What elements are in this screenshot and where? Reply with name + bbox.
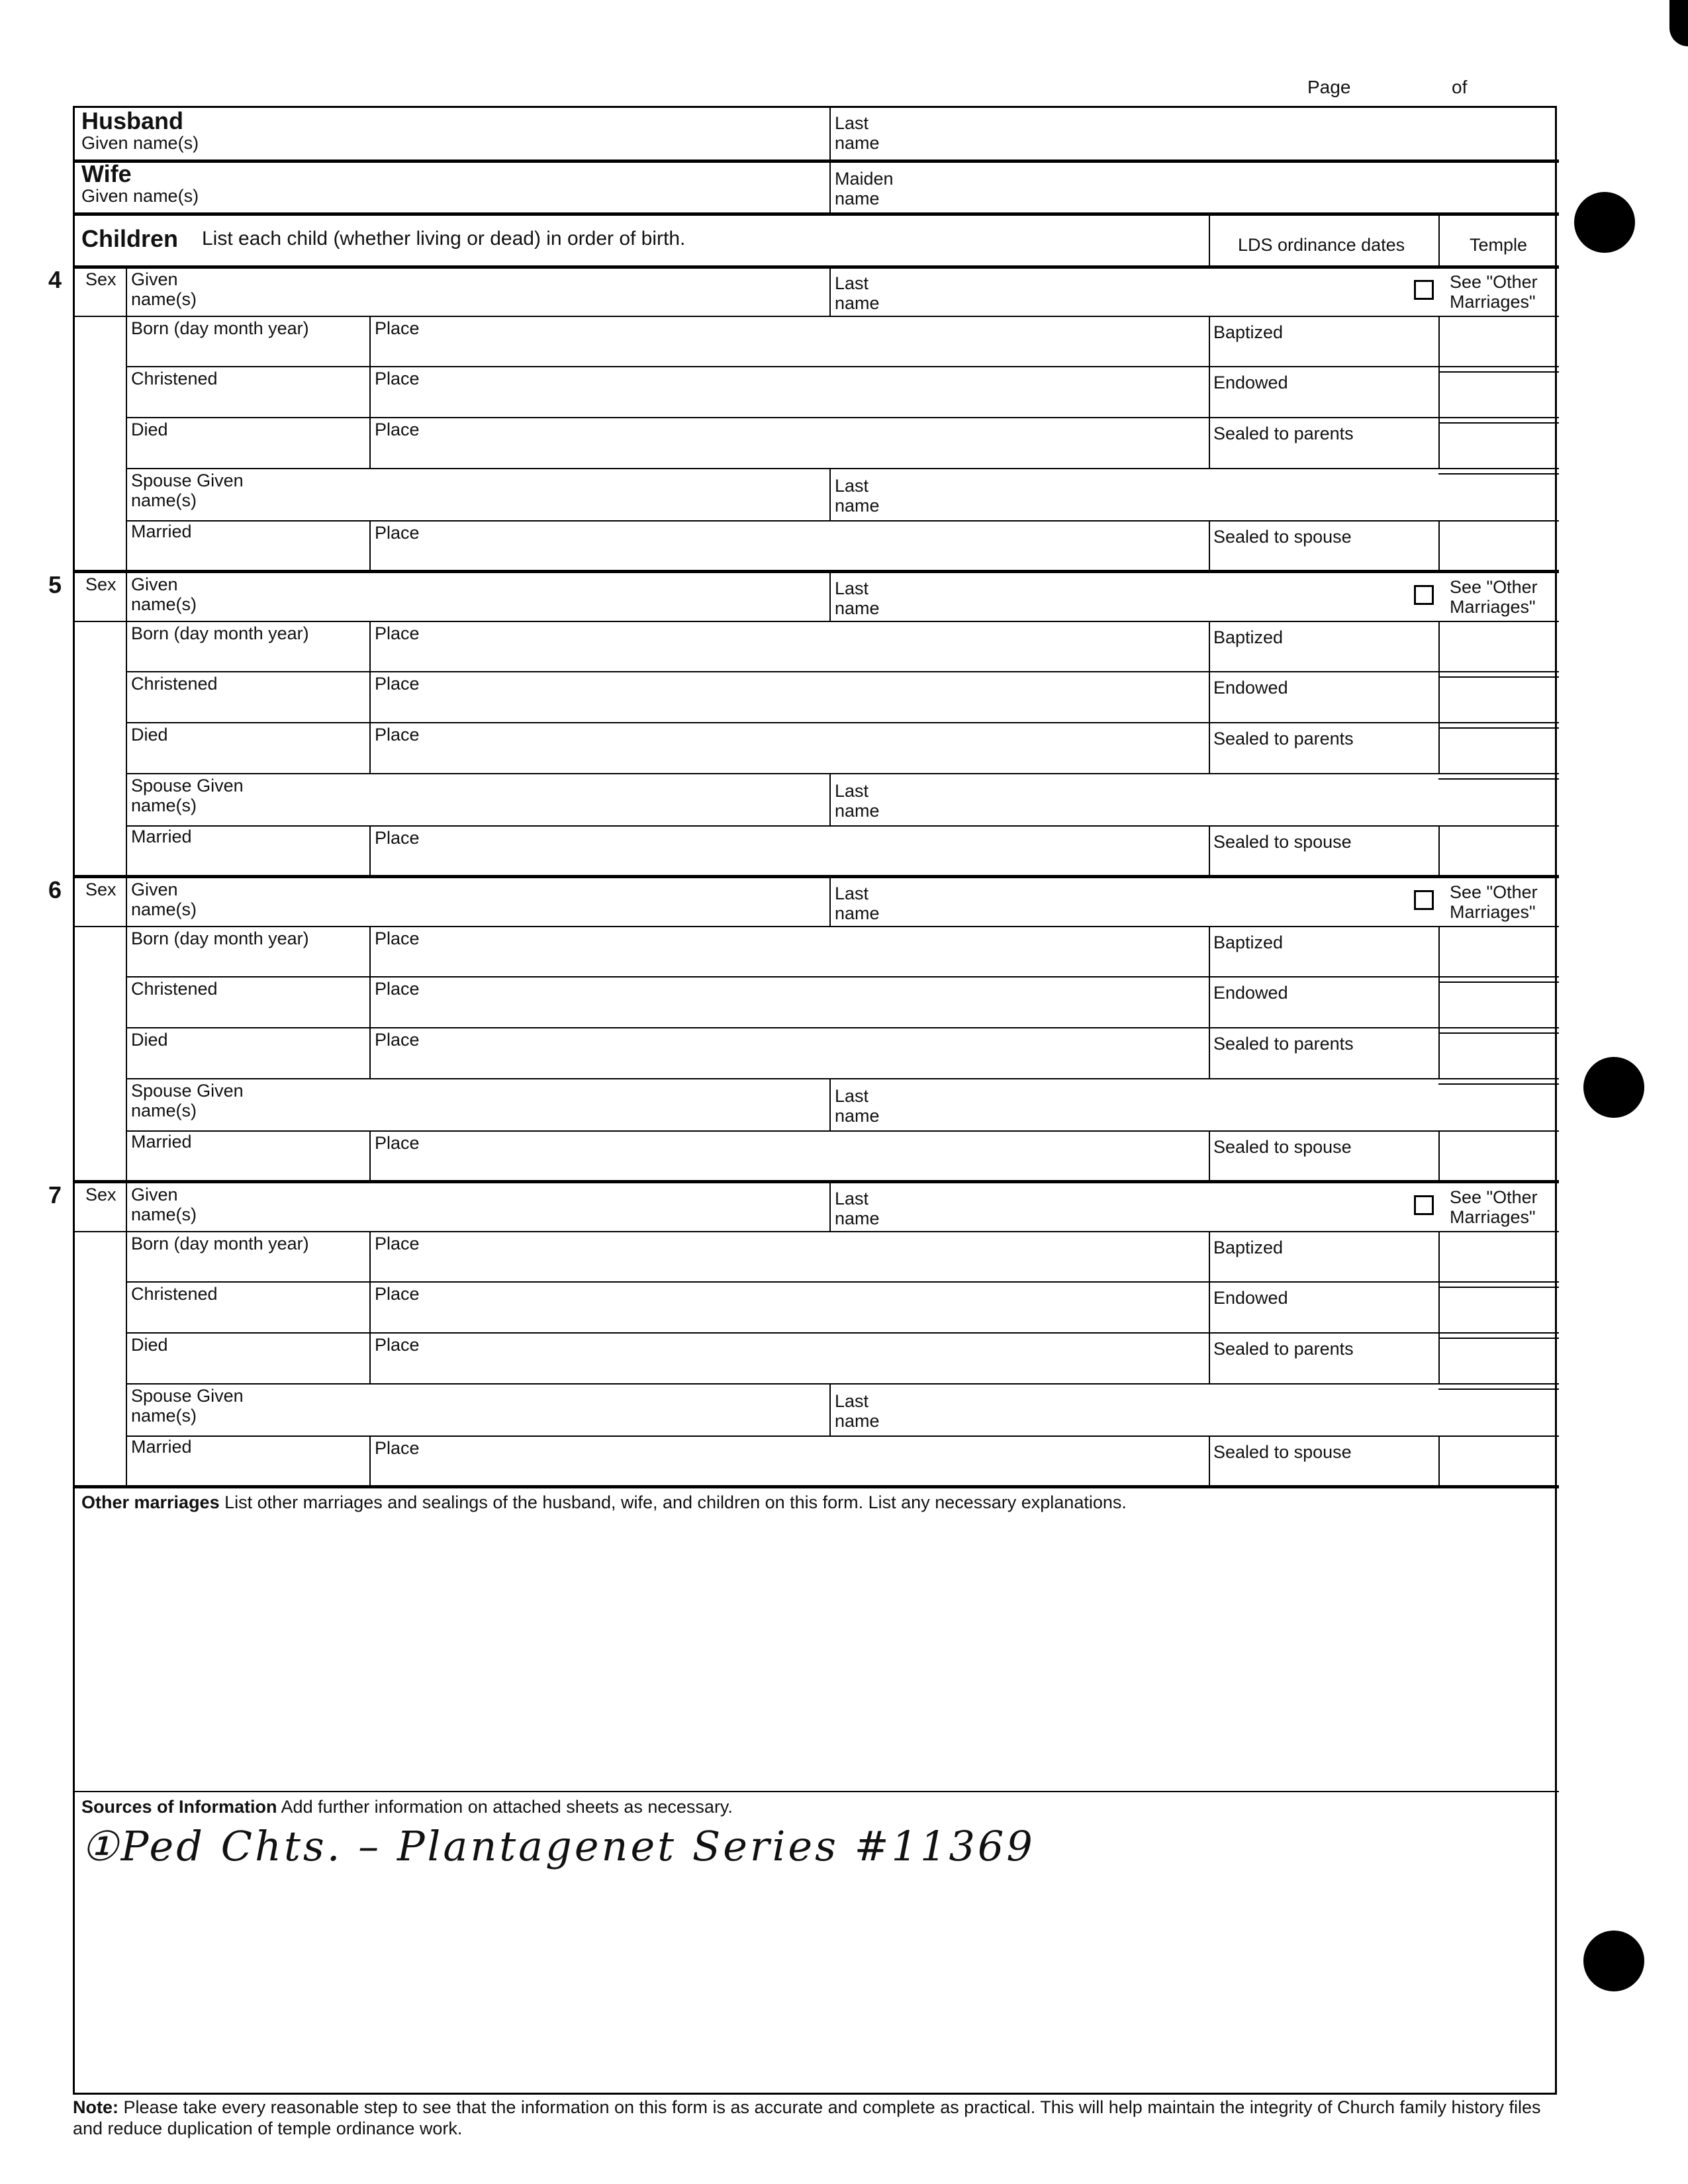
baptized-label: Baptized xyxy=(1213,627,1284,647)
divider xyxy=(126,722,1559,723)
divider xyxy=(1438,422,1559,424)
endowed-label: Endowed xyxy=(1213,373,1288,392)
wife-given-label: Given name(s) xyxy=(81,186,199,206)
child-number: 5 xyxy=(48,571,62,598)
divider xyxy=(829,573,831,621)
sources-heading xyxy=(81,1797,733,1817)
sealed-to-parents-label: Sealed to parents xyxy=(1213,1339,1354,1359)
divider xyxy=(829,108,831,161)
divider xyxy=(75,159,1559,163)
married-label: Married xyxy=(131,1437,192,1457)
place-label: Place xyxy=(375,523,420,543)
note-label: Note: xyxy=(73,2097,118,2117)
place-label: Place xyxy=(375,674,420,694)
place-label: Place xyxy=(375,929,420,948)
sealed-to-spouse-label: Sealed to spouse xyxy=(1213,832,1352,852)
divider xyxy=(1438,1287,1559,1288)
sealed-to-spouse-label: Sealed to spouse xyxy=(1213,527,1352,547)
last-name-label: Last name xyxy=(835,884,880,923)
divider xyxy=(1438,926,1440,1078)
divider xyxy=(1209,1231,1210,1383)
sealed-to-spouse-label: Sealed to spouse xyxy=(1213,1137,1352,1157)
divider xyxy=(126,1332,1559,1334)
given-name-label: Given name(s) xyxy=(131,269,197,309)
divider xyxy=(1438,214,1440,267)
married-label: Married xyxy=(131,522,192,541)
divider xyxy=(75,1485,1559,1488)
divider xyxy=(126,1435,1559,1437)
divider xyxy=(75,926,1559,927)
divider xyxy=(1438,316,1440,468)
divider xyxy=(369,316,371,468)
sealed-to-spouse-label: Sealed to spouse xyxy=(1213,1442,1352,1462)
divider xyxy=(369,1130,371,1181)
sources-text: Add further information on attached sheets as necessary. xyxy=(281,1797,733,1817)
see-other-marriages-label: See "Other Marriages" xyxy=(1450,882,1538,922)
handwritten-source-note: ①Ped Chts. – Plantagenet Series #11369 xyxy=(81,1822,1035,1870)
page-edge-mark xyxy=(1669,0,1688,46)
divider xyxy=(75,1791,1559,1792)
divider xyxy=(126,671,1559,672)
divider xyxy=(126,825,1559,827)
spouse-given-name-label: Spouse Given name(s) xyxy=(131,1386,244,1426)
christened-label: Christened xyxy=(131,1284,218,1304)
spouse-last-name-label: Last name xyxy=(835,1391,880,1431)
divider xyxy=(126,573,127,876)
divider xyxy=(126,417,1559,418)
divider xyxy=(1438,1435,1440,1486)
divider xyxy=(1438,1388,1559,1390)
divider xyxy=(75,212,1559,216)
husband-last-label: Last name xyxy=(835,113,880,153)
note-text: Please take every reasonable step to see that the information on this form is as accurate and complete as practical. This will help maintain the integrity of Church family history files and reduce duplication of temple ordinance work. xyxy=(73,2097,1541,2138)
sex-label: Sex xyxy=(85,269,117,289)
sex-label: Sex xyxy=(85,574,117,594)
sealed-to-parents-label: Sealed to parents xyxy=(1213,1034,1354,1054)
divider xyxy=(829,268,831,316)
place-label: Place xyxy=(375,1438,420,1458)
endowed-label: Endowed xyxy=(1213,983,1288,1003)
divider xyxy=(1209,316,1210,468)
divider xyxy=(75,621,1559,622)
divider xyxy=(369,1231,371,1383)
divider xyxy=(75,316,1559,317)
born-label: Born (day month year) xyxy=(131,318,309,338)
divider xyxy=(829,1183,831,1231)
divider xyxy=(126,1027,1559,1028)
divider xyxy=(75,1231,1559,1232)
divider xyxy=(1209,1130,1210,1181)
divider xyxy=(1438,825,1440,876)
divider xyxy=(1438,1083,1559,1085)
place-label: Place xyxy=(375,420,420,439)
divider xyxy=(829,1383,831,1435)
married-label: Married xyxy=(131,1132,192,1152)
husband-title: Husband xyxy=(81,107,184,134)
divider xyxy=(126,520,1559,522)
divider xyxy=(126,268,127,570)
divider xyxy=(1438,520,1440,570)
place-label: Place xyxy=(375,623,420,643)
divider xyxy=(369,825,371,876)
died-label: Died xyxy=(131,725,168,745)
died-label: Died xyxy=(131,1030,168,1050)
see-other-marriages-checkbox[interactable] xyxy=(1414,1195,1434,1215)
sealed-to-parents-label: Sealed to parents xyxy=(1213,729,1354,749)
born-label: Born (day month year) xyxy=(131,929,309,948)
given-name-label: Given name(s) xyxy=(131,574,197,614)
baptized-label: Baptized xyxy=(1213,933,1284,952)
divider xyxy=(126,773,1559,774)
divider xyxy=(829,878,831,926)
divider xyxy=(126,366,1559,367)
spouse-given-name-label: Spouse Given name(s) xyxy=(131,471,244,510)
page-label: Page xyxy=(1307,77,1351,97)
divider xyxy=(1438,371,1559,373)
children-title: Children xyxy=(81,225,179,252)
sources-title: Sources of Information xyxy=(81,1797,277,1817)
divider xyxy=(369,926,371,1078)
spouse-given-name-label: Spouse Given name(s) xyxy=(131,776,244,815)
baptized-label: Baptized xyxy=(1213,322,1284,342)
christened-label: Christened xyxy=(131,674,218,694)
divider xyxy=(126,1183,127,1486)
divider xyxy=(126,976,1559,978)
child-number: 6 xyxy=(48,876,62,903)
sealed-to-parents-label: Sealed to parents xyxy=(1213,424,1354,443)
place-label: Place xyxy=(375,1234,420,1253)
place-label: Place xyxy=(375,1133,420,1153)
lds-ordinance-label: LDS ordinance dates xyxy=(1238,235,1405,255)
place-label: Place xyxy=(375,1335,420,1355)
divider xyxy=(126,468,1559,469)
divider xyxy=(1438,778,1559,780)
divider xyxy=(126,1130,1559,1132)
place-label: Place xyxy=(375,828,420,848)
baptized-label: Baptized xyxy=(1213,1238,1284,1257)
see-other-marriages-label: See "Other Marriages" xyxy=(1450,272,1538,312)
given-name-label: Given name(s) xyxy=(131,1185,197,1224)
divider xyxy=(1209,1435,1210,1486)
divider xyxy=(1209,621,1210,773)
divider xyxy=(369,1435,371,1486)
died-label: Died xyxy=(131,1335,168,1355)
died-label: Died xyxy=(131,420,168,439)
family-group-record-form xyxy=(48,106,1557,2095)
sex-label: Sex xyxy=(85,880,117,899)
divider xyxy=(1438,621,1440,773)
of-label: of xyxy=(1452,77,1468,97)
child-block xyxy=(48,571,1559,878)
see-other-marriages-checkbox[interactable] xyxy=(1414,585,1434,605)
divider xyxy=(126,1383,1559,1385)
footer-note xyxy=(73,2097,1557,2139)
see-other-marriages-label: See "Other Marriages" xyxy=(1450,577,1538,617)
spouse-last-name-label: Last name xyxy=(835,476,880,516)
endowed-label: Endowed xyxy=(1213,1288,1288,1308)
last-name-label: Last name xyxy=(835,1189,880,1228)
divider xyxy=(829,1078,831,1130)
divider xyxy=(369,621,371,773)
see-other-marriages-label: See "Other Marriages" xyxy=(1450,1187,1538,1227)
sex-label: Sex xyxy=(85,1185,117,1205)
child-number: 7 xyxy=(48,1181,62,1208)
last-name-label: Last name xyxy=(835,578,880,618)
spouse-last-name-label: Last name xyxy=(835,1086,880,1126)
endowed-label: Endowed xyxy=(1213,678,1288,698)
see-other-marriages-checkbox[interactable] xyxy=(1414,280,1434,300)
place-label: Place xyxy=(375,1284,420,1304)
divider xyxy=(1438,1032,1559,1034)
other-marriages-title: Other marriages xyxy=(81,1492,220,1512)
given-name-label: Given name(s) xyxy=(131,880,197,919)
place-label: Place xyxy=(375,369,420,388)
place-label: Place xyxy=(375,979,420,999)
punch-hole xyxy=(1583,1931,1644,1991)
child-block xyxy=(48,266,1559,572)
place-label: Place xyxy=(375,725,420,745)
christened-label: Christened xyxy=(131,369,218,388)
divider xyxy=(126,878,127,1181)
christened-label: Christened xyxy=(131,979,218,999)
divider xyxy=(1438,676,1559,678)
place-label: Place xyxy=(375,1030,420,1050)
wife-title: Wife xyxy=(81,160,132,187)
child-block xyxy=(48,876,1559,1183)
married-label: Married xyxy=(131,827,192,846)
wife-maiden-label: Maiden name xyxy=(835,169,894,208)
child-block xyxy=(48,1181,1559,1488)
divider xyxy=(1438,981,1559,983)
last-name-label: Last name xyxy=(835,273,880,313)
divider xyxy=(126,1078,1559,1079)
divider xyxy=(1438,473,1559,475)
punch-hole xyxy=(1583,1057,1644,1118)
divider xyxy=(369,520,371,570)
divider xyxy=(1438,1130,1440,1181)
husband-given-label: Given name(s) xyxy=(81,133,199,153)
divider xyxy=(1438,1338,1559,1339)
divider xyxy=(1209,926,1210,1078)
divider xyxy=(1438,1231,1440,1383)
other-marriages-text: List other marriages and sealings of the husband, wife, and children on this form. List any necessary explanations. xyxy=(224,1492,1127,1512)
divider xyxy=(1209,825,1210,876)
child-number: 4 xyxy=(48,266,62,293)
other-marriages-heading xyxy=(81,1492,1127,1512)
spouse-given-name-label: Spouse Given name(s) xyxy=(131,1081,244,1120)
spouse-last-name-label: Last name xyxy=(835,781,880,821)
divider xyxy=(1209,520,1210,570)
punch-hole xyxy=(1574,192,1635,253)
place-label: Place xyxy=(375,318,420,338)
temple-label: Temple xyxy=(1470,235,1528,255)
born-label: Born (day month year) xyxy=(131,623,309,643)
divider xyxy=(829,773,831,825)
divider xyxy=(126,1281,1559,1283)
divider xyxy=(1438,727,1559,729)
divider xyxy=(829,468,831,520)
see-other-marriages-checkbox[interactable] xyxy=(1414,890,1434,910)
divider xyxy=(1209,214,1210,267)
divider xyxy=(829,161,831,212)
born-label: Born (day month year) xyxy=(131,1234,309,1253)
children-instruction: List each child (whether living or dead) in order of birth. xyxy=(202,228,686,250)
